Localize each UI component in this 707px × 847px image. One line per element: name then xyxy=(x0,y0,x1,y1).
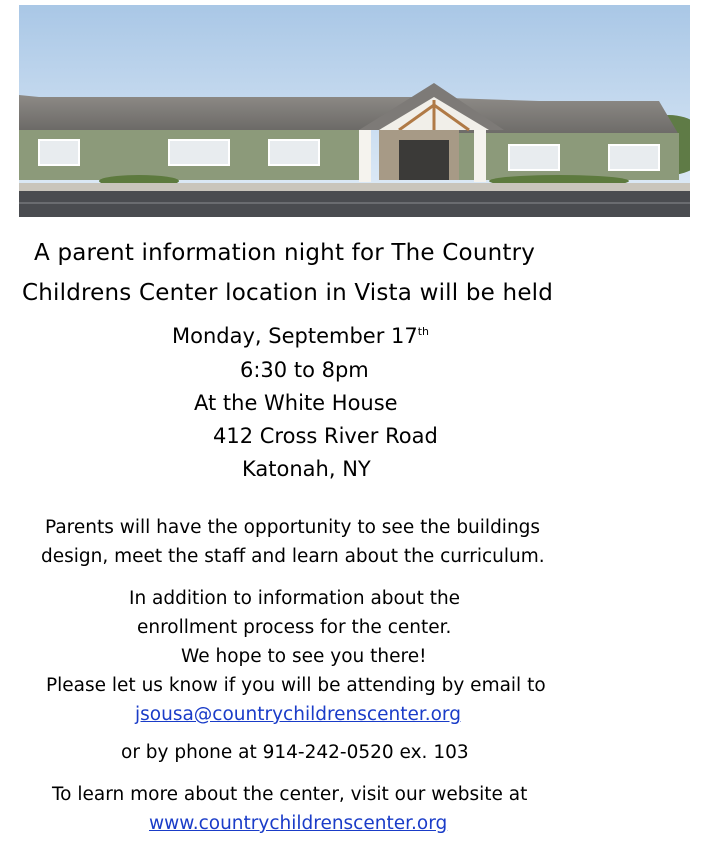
details-para2-line1: In addition to information about the xyxy=(129,588,461,609)
event-time: 6:30 to 8pm xyxy=(240,358,369,382)
event-address: 412 Cross River Road xyxy=(213,424,438,448)
event-venue: At the White House xyxy=(194,391,398,415)
details-para2-line3: We hope to see you there! xyxy=(181,646,427,667)
rsvp-line: Please let us know if you will be attending by email to xyxy=(46,675,546,696)
event-city: Katonah, NY xyxy=(242,457,371,481)
heading-line-1: A parent information night for The Country xyxy=(34,240,536,266)
details-para1-line2: design, meet the staff and learn about the curriculum. xyxy=(41,546,545,567)
website-intro: To learn more about the center, visit our website at xyxy=(52,784,528,805)
website-link[interactable]: www.countrychildrenscenter.org xyxy=(149,813,448,834)
details-para1-line1: Parents will have the opportunity to see the buildings xyxy=(45,517,541,538)
details-para2-line2: enrollment process for the center. xyxy=(137,617,452,638)
building-rendering-image xyxy=(19,5,690,217)
event-date xyxy=(172,324,429,348)
email-link[interactable]: jsousa@countrychildrenscenter.org xyxy=(135,704,461,725)
phone-line: or by phone at 914-242-0520 ex. 103 xyxy=(121,742,469,763)
heading-line-2: Childrens Center location in Vista will be held xyxy=(22,280,554,306)
event-date-text: Monday, September 17 xyxy=(172,324,418,348)
event-date-suffix: th xyxy=(417,325,430,338)
